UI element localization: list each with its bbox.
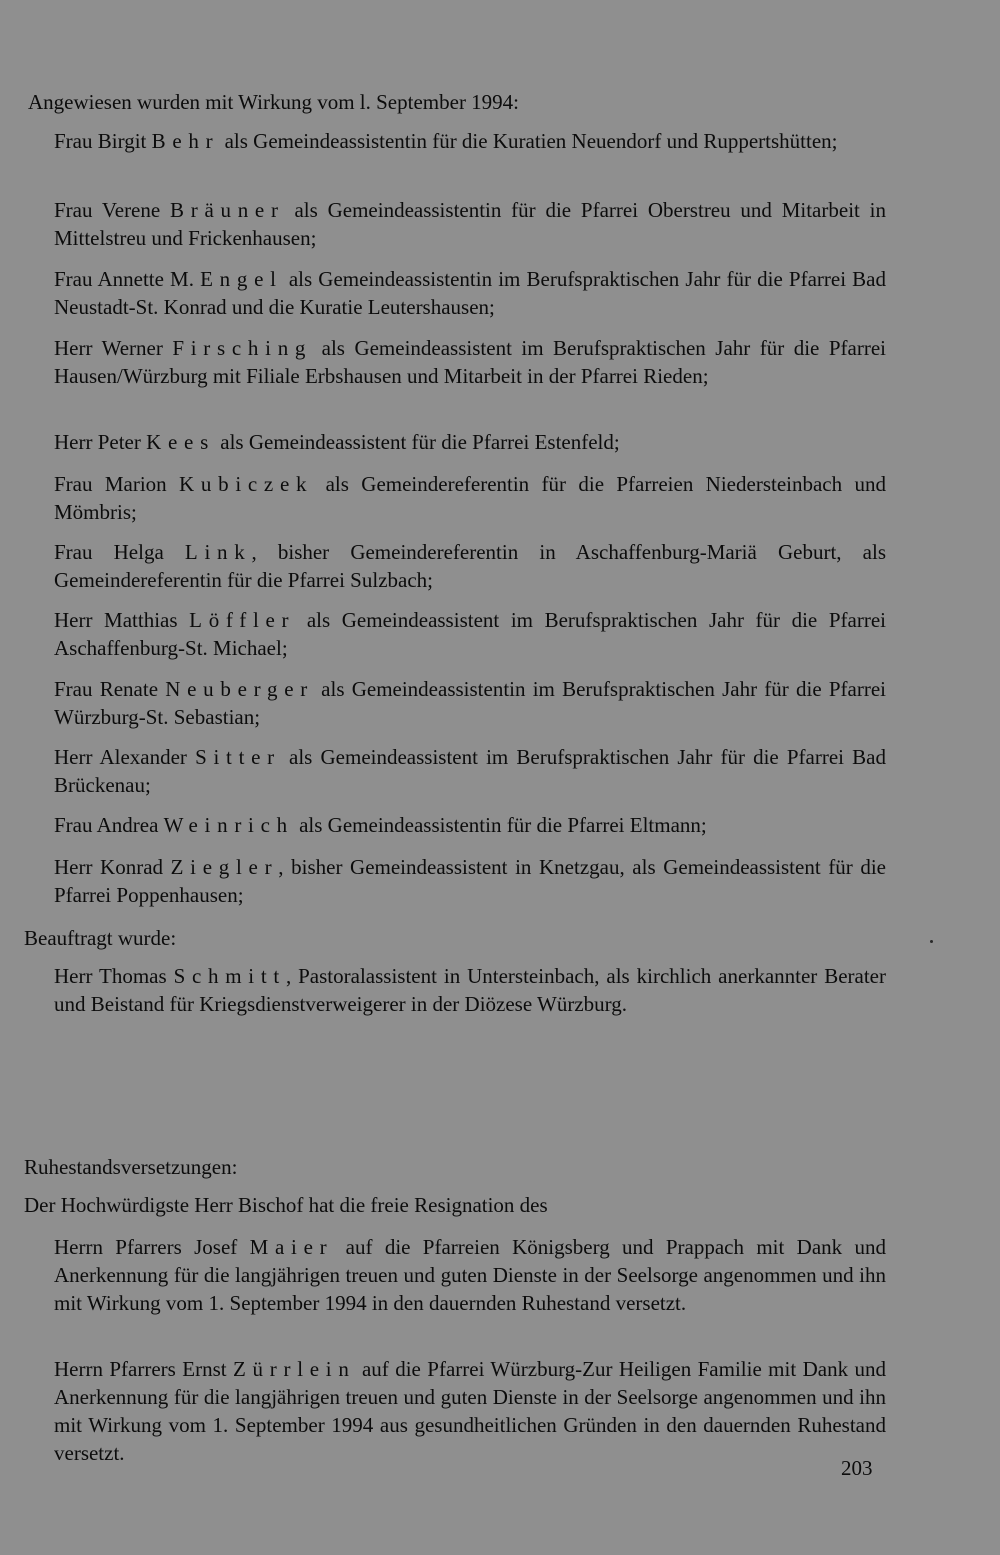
entry-behr: Frau Birgit Behr als Gemeindeassistentin für die Kuratien Neuendorf und Ruppertshütten;	[54, 129, 838, 153]
entry-kubiczek: Frau Marion Kubiczek als Gemeindereferentin für die Pfarreien Niedersteinbach und Mömbris;	[54, 472, 886, 524]
retirement-intro: Der Hochwürdigste Herr Bischof hat die freie Resignation des	[24, 1193, 548, 1217]
entry-schmitt: Herr Thomas Schmitt, Pastoralassistent in Untersteinbach, als kirchlich anerkannter Berater und Beistand für Kriegsdienstverweigerer in der Diözese Würzburg.	[54, 964, 886, 1016]
surname: Kubiczek	[179, 472, 314, 496]
entry-weinrich: Frau Andrea Weinrich als Gemeindeassistentin für die Pfarrei Eltmann;	[54, 813, 707, 837]
section-heading-assignments: Angewiesen wurden mit Wirkung vom l. September 1994:	[28, 90, 520, 114]
entry-engel: Frau Annette M. Engel als Gemeindeassistentin im Berufspraktischen Jahr für die Pfarrei Bad Neustadt-St. Konrad und die Kuratie Leutershausen;	[54, 267, 886, 319]
surname: Engel	[200, 267, 283, 291]
surname: Firsching	[172, 336, 313, 360]
surname: Zürrlein	[233, 1357, 356, 1381]
section-heading-retirements: Ruhestandsversetzungen:	[24, 1155, 238, 1179]
surname: Kees	[146, 430, 215, 454]
surname: Löffler	[189, 608, 296, 632]
surname: Maier	[249, 1235, 334, 1259]
scan-speck	[930, 940, 933, 943]
surname: Schmitt	[173, 964, 286, 988]
surname: Bräuner	[170, 198, 285, 222]
entry-link: Frau Helga Link, bisher Gemeindereferentin in Aschaffenburg-Mariä Geburt, als Gemeindereferentin für die Pfarrei Sulzbach;	[54, 540, 887, 592]
entry-zuerrlein: Herrn Pfarrers Ernst Zürrlein auf die Pfarrei Würzburg-Zur Heiligen Familie mit Dank und Anerkennung für die langjährigen treuen und guten Dienste in der Seelsorge angenommen und ihn mit Wirkung vom 1. September 1994 aus gesundheitlichen Gründen in den dauernden Ruhestand versetzt.	[54, 1357, 886, 1465]
entry-maier: Herrn Pfarrers Josef Maier auf die Pfarreien Königsberg und Prappach mit Dank und Anerkennung für die langjährigen treuen und guten Dienste in der Seelsorge angenommen und ihn mit Wirkung vom 1. September 1994 in den dauernden Ruhestand versetzt.	[54, 1235, 886, 1315]
entry-firsching: Herr Werner Firsching als Gemeindeassistent im Berufspraktischen Jahr für die Pfarrei Hausen/Würzburg mit Filiale Erbshausen und Mitarbeit in der Pfarrei Rieden;	[54, 336, 886, 388]
entry-loeffler: Herr Matthias Löffler als Gemeindeassistent im Berufspraktischen Jahr für die Pfarrei Aschaffenburg-St. Michael;	[54, 608, 886, 660]
surname: Sitter	[195, 745, 281, 769]
entry-ziegler: Herr Konrad Ziegler, bisher Gemeindeassistent in Knetzgau, als Gemeindeassistent für die Pfarrei Poppenhausen;	[54, 855, 886, 907]
entry-neuberger: Frau Renate Neuberger als Gemeindeassistentin im Berufspraktischen Jahr für die Pfarrei Würzburg-St. Sebastian;	[54, 677, 887, 729]
surname: Ziegler	[170, 855, 279, 879]
entry-kees: Herr Peter Kees als Gemeindeassistent für die Pfarrei Estenfeld;	[54, 430, 620, 454]
surname: Neuberger	[165, 677, 314, 701]
surname: Weinrich	[163, 813, 294, 837]
entry-braeuner: Frau Verene Bräuner als Gemeindeassistentin für die Pfarrei Oberstreu und Mitarbeit in Mittelstreu und Frickenhausen;	[54, 198, 886, 250]
page-number: 203	[841, 1456, 873, 1480]
entry-sitter: Herr Alexander Sitter als Gemeindeassistent im Berufspraktischen Jahr für die Pfarrei Bad Brückenau;	[54, 745, 886, 797]
surname: Behr	[151, 129, 220, 153]
section-heading-commissioned: Beauftragt wurde:	[24, 926, 177, 950]
surname: Link	[184, 540, 252, 564]
